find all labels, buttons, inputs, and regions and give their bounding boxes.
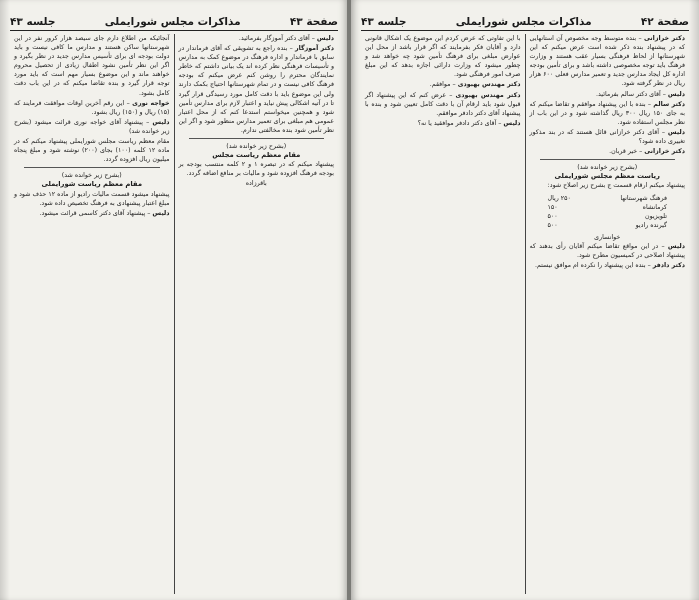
motion-title: (بشرح زیر خوانده شد) xyxy=(226,143,287,151)
motion-signature: خوانساری xyxy=(594,233,621,241)
motion-text: پیشنهاد میکنم ارقام قسمت ج بشرح زیر اصلاح شود: xyxy=(547,182,685,190)
motion-signature: باقرزاده xyxy=(245,180,267,188)
motion-address: مقام معظم ریاست مجلس xyxy=(212,151,301,160)
page-number: صفحة ۴۳ xyxy=(289,16,338,28)
right-page-columns xyxy=(361,34,689,594)
right-page-left-column xyxy=(361,34,525,594)
paragraph: دلیس – آقای دکتر دادفر موافقید یا نه؟ xyxy=(417,119,521,127)
paragraph: با این تفاوتی که عرض کردم این موضوع یک اشکال قانونی دارد و آقایان فکر بفرمایند که اگر قرار باشد از محل این عوارض مبلغی برای فرهنگ تأمین شود چه خواهد شد و چطور میشود که وزارت دارائی اجازه بدهد که این مبلغ صرف امور فرهنگی شود. xyxy=(365,35,521,79)
left-page-columns xyxy=(10,34,338,594)
left-page-right-column xyxy=(175,34,339,594)
motion-title: (بشرح زیر خوانده شد) xyxy=(61,172,122,180)
journal-title: مذاکرات مجلس شورایملی xyxy=(455,16,592,28)
paragraph: دلیس – پیشنهاد آقای دکتر کاسمی قرائت میشود. xyxy=(39,209,170,217)
page-number: صفحة ۴۲ xyxy=(640,16,689,28)
left-page-header xyxy=(10,14,338,31)
paragraph: دکتر سالم – بنده با این پیشنهاد موافقم و تقاضا میکنم که به جای ۱۵۰ ریال ۳۰۰ ریال گذاشته شود و در این باب از نظر مجلس استفاده شود. xyxy=(529,100,686,126)
paragraph: دلیس – پیشنهاد آقای خواجه نوری قرائت میشود (بشرح زیر خوانده شد) xyxy=(14,118,170,135)
paragraph: آنجائیکه من اطلاع دارم جای سیصد هزار کرور نفر در این شهرستانها ساکن هستند و مدارس ما کافی نیست و باید دولت بودجه ای برای تأسیس مدارس جدید در نظر بگیرد و اگر این نظر تأمین نشود اطفال زیادی از تحصیل محروم خواهند ماند و این موضوع بسیار مهم است که باید مورد توجه قرار گیرد و بنده تقاضا میکنم که در این باب دقت کامل بشود. xyxy=(14,35,170,97)
table-row: کرمانشاه ۱۵۰ xyxy=(547,203,667,211)
paragraph: دکتر مهندس بهبودی – عرض کنم که این پیشنهاد اگر قبول شود باید ارقام آن با دقت کامل تعیین شود و بنده با پیشنهاد آقای دکتر دادفر موافقم. xyxy=(365,91,521,117)
amount-table xyxy=(530,194,686,230)
paragraph: دلیس – آقای دکتر خرازانی قائل هستند که در بند مذکور تغییری داده شود؟ xyxy=(529,128,685,146)
paragraph: دلیس – در این مواقع تقاضا میکنم آقایان رأی بدهند که پیشنهاد اصلاحی در کمیسیون مطرح شود. xyxy=(529,242,685,260)
table-row: گیرنده رادیو ۵۰۰ xyxy=(547,221,667,229)
paragraph: دکتر دادفر – بنده این پیشنهاد را نکرده ام موافق نیستم. xyxy=(534,262,685,270)
motion-text: پیشنهاد میشود قسمت مالیات رادیو از ماده ۱۲ حذف شود و مبلغ اعتبار پیشنهادی به فرهنگ تخصیص داده شود. xyxy=(14,190,170,207)
paragraph: مقام معظم ریاست مجلس شورایملی پیشنهاد میکنم که در ماده ۱۲ کلمه (۱۰۰) بجای (۲۰۰) نوشته شود و مبلغ پنجاه میلیون ریال افزوده گردد. xyxy=(14,138,170,164)
right-page xyxy=(351,0,699,600)
right-page-right-column xyxy=(526,34,690,594)
left-page xyxy=(0,0,348,600)
table-row: تلویزیون ۵۰۰ xyxy=(547,212,667,220)
paragraph: دکتر خرازانی – بنده متوسط وجه مخصوص آن استانهایی که در پیشنهاد بنده ذکر شده است عرض میکنم که این شهرستانها از لحاظ فرهنگی بسیار عقب هستند و وزارت فرهنگ باید توجه مخصوصی داشته باشد و برای تأمین بودجه اداره کل ایجاد مدارس جدید و تعمیر مدارس فعلی ۶۰۰ هزار ریال در نظر گرفته شود. xyxy=(529,35,685,88)
paragraph: دلیس – آقای دکتر سالم بفرمائید. xyxy=(596,90,685,98)
paragraph: خواجه نوری – این رقم آخرین اوقات موافقت فرمایند که (۱۵) ریال و (۱۵۰) ریال بشود. xyxy=(14,99,170,116)
right-page-header xyxy=(361,14,689,31)
paragraph: دکتر آموزگار – بنده راجع به تشویقی که آقای فرماندار در سابق با فرماندار و اداره فرهنگ در موضوع کمک به مدارس و تأسیسات فرهنگی نظر کرده اند یک بیانی داشتم که خاطر نمایندگان محترم را روشن کنم عرض میکنم که بودجه فرهنگ کافی نیست و در تمام شهرستانها احتیاج بکمک دارند ولی این موضوع باید با دقت کامل مورد رسیدگی قرار گیرد تا در آتیه اشکالی پیش نیاید و اعتبار لازم برای مدارس تأمین شود و همچنین میخواستم استدعا کنم که از محل اعتبار عمومی هم مبلغی برای تعمیر مدارس منظور شود و اگر این نظر تأمین شود بنده مخالفتی ندارم. xyxy=(178,45,334,134)
session-number: جلسه ۴۳ xyxy=(361,16,407,28)
session-number: جلسه ۴۳ xyxy=(10,16,56,28)
motion-address: ریاست معظم مجلس شورایملی xyxy=(554,172,660,181)
motion-address: مقام معظم ریاست شورایملی xyxy=(41,180,143,189)
left-page-left-column xyxy=(10,34,174,594)
motion-text: پیشنهاد میکنم که در تبصره ۱ و ۲ کلمه منتسب بودجه بر بودجه فرهنگ افزوده شود و مالیات بر منافع اضافه گردد. xyxy=(178,161,334,178)
motion-title: (بشرح زیر خوانده شد) xyxy=(577,164,638,172)
paragraph: دکتر خرازانی – خیر قربان. xyxy=(609,148,685,156)
journal-title: مذاکرات مجلس شورایملی xyxy=(104,16,241,28)
paragraph: دکتر مهندس بهبودی – موافقم. xyxy=(429,81,521,89)
table-row: فرهنگ شهرستانها ۲۵۰ ریال xyxy=(547,194,667,202)
paragraph: دلیس – آقای دکتر آموزگار بفرمائید. xyxy=(238,35,334,42)
